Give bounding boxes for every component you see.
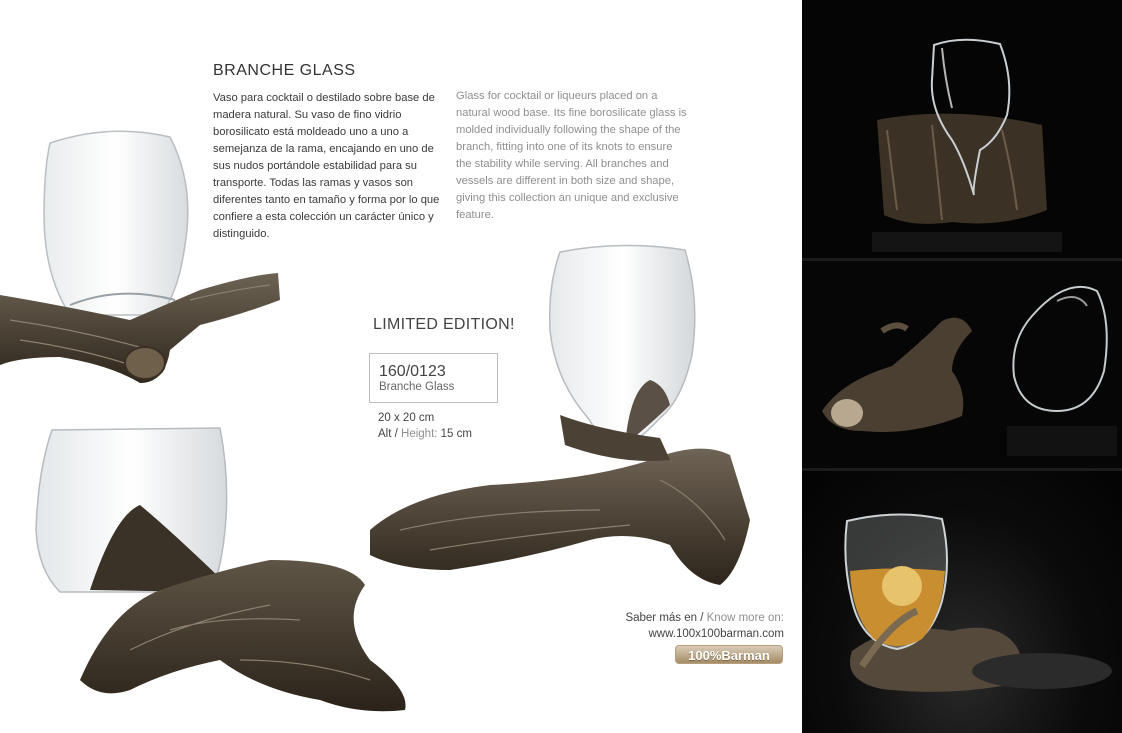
height-value: 15 cm [440, 428, 472, 440]
website-link[interactable]: www.100x100barman.com [648, 628, 784, 640]
know-more-line [560, 610, 784, 626]
know-more-es: Saber más en / [625, 612, 704, 624]
product-title: BRANCHE GLASS [213, 62, 356, 79]
photo-glass-on-stump [802, 0, 1122, 258]
product-image-glass-on-branch-2 [20, 420, 420, 720]
know-more-en: Know more on: [706, 612, 784, 624]
description-english: Glass for cocktail or liqueurs placed on a natural wood base. Its fine borosilicate glass is molded individually following the shape of the branch, fitting into one of its knots to ensure the stability while serving. All branches and vessels are different in both size and shape, giving this collection an unique and exclusive feature. [456, 90, 687, 221]
brand-logo: 100%Barman [675, 645, 783, 664]
product-code: 160/0123 [379, 363, 446, 380]
height-line [378, 426, 472, 442]
size-value: 20 x 20 cm [378, 412, 435, 424]
height-label-es: Alt / [378, 428, 398, 440]
know-more-block [560, 610, 784, 642]
product-code-box [369, 353, 498, 403]
height-label-en: Height: [401, 428, 438, 440]
photo-cocktail-with-ice [802, 471, 1122, 733]
product-dimensions [378, 410, 472, 442]
description-spanish: Vaso para cocktail o destilado sobre base de madera natural. Su vaso de fino vidrio borosilicato está moldeado uno a uno a semejanza de la rama, encajando en uno de sus nudos portándole estabilidad para su transporte. Todas las ramas y vasos son diferentes tanto en tamaño y forma por lo que confiere a esta colección un carácter único y distinguido. [213, 92, 440, 240]
limited-edition-label: LIMITED EDITION! [373, 316, 515, 333]
product-code-name: Branche Glass [379, 381, 455, 393]
photo-branch-and-glass [802, 261, 1122, 468]
